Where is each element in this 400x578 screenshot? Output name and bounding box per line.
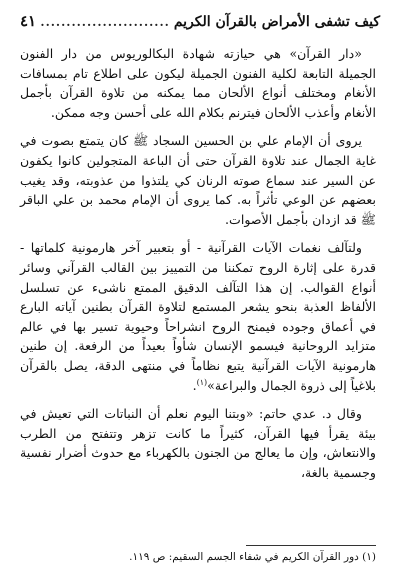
body-text: [20, 44, 376, 491]
footnote-separator: [246, 545, 376, 546]
header-dot-leader: [40, 15, 170, 29]
paragraph-4: وقال د. عدي حاتم: «وبتنا اليوم نعلم أن النباتات التي تعيش في بيئة يقرأ فيها القرآن، كثيراً ما كانت تزهر وتتفتح من الطرب والانتعاش، وإن ما يعالج من الجنون بالكهرباء مع حدوث أضرار نفسية وجسمية بالغة،: [20, 406, 376, 480]
footnote: (١) دور القرآن الكريم في شفاء الجسم السقيم: ص ١١٩.: [129, 551, 376, 563]
running-header: [20, 12, 380, 32]
paragraph-3-text: ولتآلف نغمات الآيات القرآنية - أو بتعبير آخر هارمونية كلماتها - قدرة على إثارة الروح تمكننا من التمييز بين القالب القرآني وسائر أنواع القوالب. إن هذا التآلف الدقيق الممتع ناشىء عن تسلسل الألفاظ العذبة بنحو يشعر المستمع لتلاوة القرآن بطنين آياته البارع في أعماق وجوده فيمنح الروح انشراحاً وحيوية تسير بها في عالم متزايد الروحانية فيسمو الإنسان شأواً بعيداً من الرفعة. إن طنين هارمونية الآيات القرآنية يتبع نظاماً في منتهى الدقة، يصل بالقرآن بلاغياً إلى ذروة الجمال والبراعة»: [20, 240, 376, 393]
page-number: ٤١: [20, 12, 37, 30]
header-title: كيف تشفى الأمراض بالقرآن الكريم: [173, 14, 380, 30]
paragraph-1: «دار القرآن» هي حيازته شهادة البكالوريوس من دار الفنون الجميلة التابعة لكلية الفنون الجميلة ليكون على اطلاع تام بمسافات الأنغام ومختلف أنواع الألحان مما يمكنه من تلاوة القرآن بأجمل الأنغام وأعذب الألحان فيترنم بكلام الله على أحسن وجه ممكن.: [20, 46, 376, 120]
paragraph-3: ولتآلف نغمات الآيات القرآنية - أو بتعبير آخر هارمونية كلماتها - قدرة على إثارة الروح تمكننا من التمييز بين القالب القرآني وسائر أنواع القوالب. إن هذا التآلف الدقيق الممتع ناشىء عن تسلسل الألفاظ العذبة بنحو يشعر المستمع لتلاوة القرآن بطنين آياته البارع في أعماق وجوده فيمنح الروح انشراحاً وحيوية تسير بها في عالم متزايد الروحانية فيسمو الإنسان شأواً بعيداً من الرفعة. إن طنين هارمونية الآيات القرآنية يتبع نظاماً في منتهى الدقة، يصل بالقرآن بلاغياً إلى ذروة الجمال والبراعة»$^{(١)}$.: [20, 240, 376, 393]
paragraph-2: يروى أن الإمام علي بن الحسين السجاد ﷺ كان يتمتع بصوت في غاية الجمال عند تلاوة القرآن حتى أن الباعة المتجولين كانوا يكفون عن السير عند سماع صوته الرنان كي يلتذوا من عذوبته، وقد يغيب بعضهم عن الوعي تأثراً به. كما يروى أن الإمام محمد بن علي الباقر ﷺ قد ازدان بأجمل الأصوات.: [20, 133, 376, 227]
footnote-reference[interactable]: (١): [196, 377, 208, 387]
